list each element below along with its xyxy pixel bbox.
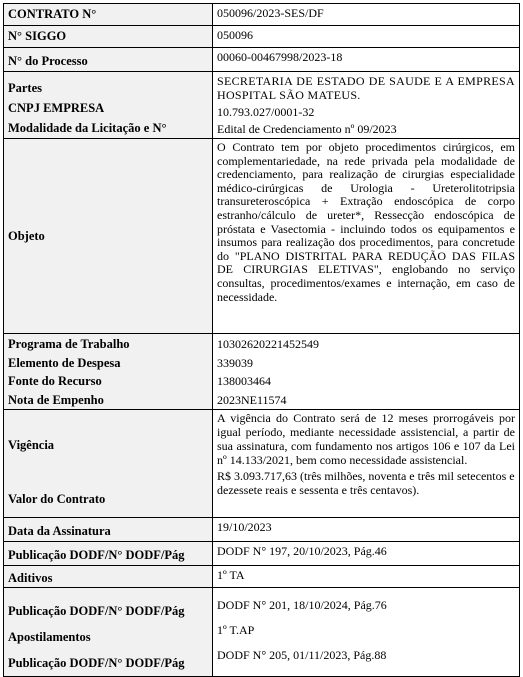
valor-label: Valor do Contrato — [8, 492, 106, 506]
orcamento-values — [213, 334, 520, 410]
processo-label: N° do Processo — [4, 48, 213, 72]
assinatura-value: 19/10/2023 — [213, 518, 520, 542]
table-row — [4, 588, 520, 677]
table-row — [4, 139, 520, 334]
programa-label: Programa de Trabalho — [8, 337, 130, 351]
partes-label: Partes — [8, 81, 43, 95]
siggo-value: 050096 — [213, 26, 520, 48]
programa-value: 10302620221452549 — [217, 337, 319, 351]
vigencia-valor-values — [213, 410, 520, 518]
cnpj-value: 10.793.027/0001-32 — [217, 105, 315, 119]
aditivos-label: Aditivos — [4, 566, 213, 588]
vigencia-value: A vigência do Contrato será de 12 meses prorrogáveis por igual período, mediante necessidade assistencial, a partir de sua assinatura, com fundamento nos artigos 106 e 107 da Lei nº 14.133/2021, bem como necessidade assistencial. — [217, 411, 515, 467]
table-row — [4, 410, 520, 518]
siggo-label: N° SIGGO — [4, 26, 213, 48]
publicacao-3-value: DODF N° 205, 01/11/2023, Pág.88 — [217, 648, 387, 662]
elemento-label: Elemento de Despesa — [8, 355, 121, 370]
publicacao-1-label: Publicação DODF/N° DODF/Pág — [4, 542, 213, 566]
contrato-label: CONTRATO N° — [4, 4, 213, 26]
objeto-label: Objeto — [4, 139, 213, 334]
publicacao-apostilamentos-values — [213, 588, 520, 677]
vigencia-valor-labels — [4, 410, 213, 518]
table-row — [4, 542, 520, 566]
vigencia-label: Vigência — [8, 438, 55, 452]
processo-value: 00060-00467998/2023-18 — [213, 48, 520, 72]
empenho-value: 2023NE11574 — [217, 392, 287, 407]
orcamento-labels — [4, 334, 213, 410]
table-row — [4, 26, 520, 48]
publicacao-apostilamentos-labels — [4, 588, 213, 677]
contract-summary-table — [3, 3, 520, 677]
publicacao-2-value: DODF N° 201, 18/10/2024, Pág.76 — [217, 598, 387, 612]
table-row — [4, 518, 520, 542]
contrato-value: 050096/2023-SES/DF — [213, 4, 520, 26]
assinatura-label: Data da Assinatura — [4, 518, 213, 542]
fonte-label: Fonte do Recurso — [8, 374, 102, 388]
elemento-value: 339039 — [217, 355, 253, 370]
objeto-value: O Contrato tem por objeto procedimentos cirúrgicos, em complementariedade, na rede privada pela modalidade de credenciamento, para realização de cirurgias especialidade médico-cirúrgicas de Urologia - Ureterolitotripsia transureteroscópica + Extração endoscópica de corpo estranho/cálculo de ureter*, Ressecção endoscópica de próstata e Vasectomia - incluindo todos os equipamentos e insumos para realização dos procedimentos, para concretude do "PLANO DISTRITAL PARA REDUÇÃO DAS FILAS DE CIRURGIAS ELETIVAS", englobando no serviço consultas, procedimentos/exames e internação, em caso de necessidade. — [213, 139, 520, 334]
apostilamentos-value: 1º T.AP — [217, 623, 255, 637]
publicacao-3-label: Publicação DODF/N° DODF/Pág — [8, 656, 185, 670]
publicacao-1-value: DODF N° 197, 20/10/2023, Pág.46 — [213, 542, 520, 566]
table-row — [4, 566, 520, 588]
valor-value: R$ 3.093.717,63 (três milhões, noventa e três mil setecentos e dezessete reais e sessenta e três centavos). — [217, 469, 515, 497]
aditivos-value: 1º TA — [213, 566, 520, 588]
table-row — [4, 72, 520, 139]
publicacao-2-label: Publicação DODF/N° DODF/Pág — [8, 604, 185, 618]
table-row — [4, 334, 520, 410]
modalidade-value: Edital de Credenciamento nº 09/2023 — [217, 122, 397, 136]
fonte-value: 138003464 — [217, 374, 271, 388]
modalidade-label: Modalidade da Licitação e N° — [8, 121, 167, 135]
cnpj-label: CNPJ EMPRESA — [8, 101, 105, 115]
partes-block-values — [213, 72, 520, 139]
table-row — [4, 4, 520, 26]
partes-value: SECRETARIA DE ESTADO DE SAUDE E A EMPRESA HOSPITAL SÃO MATEUS. — [217, 74, 515, 102]
empenho-label: Nota de Empenho — [8, 392, 104, 407]
partes-block-labels — [4, 72, 213, 139]
apostilamentos-label: Apostilamentos — [8, 630, 91, 644]
table-row — [4, 48, 520, 72]
